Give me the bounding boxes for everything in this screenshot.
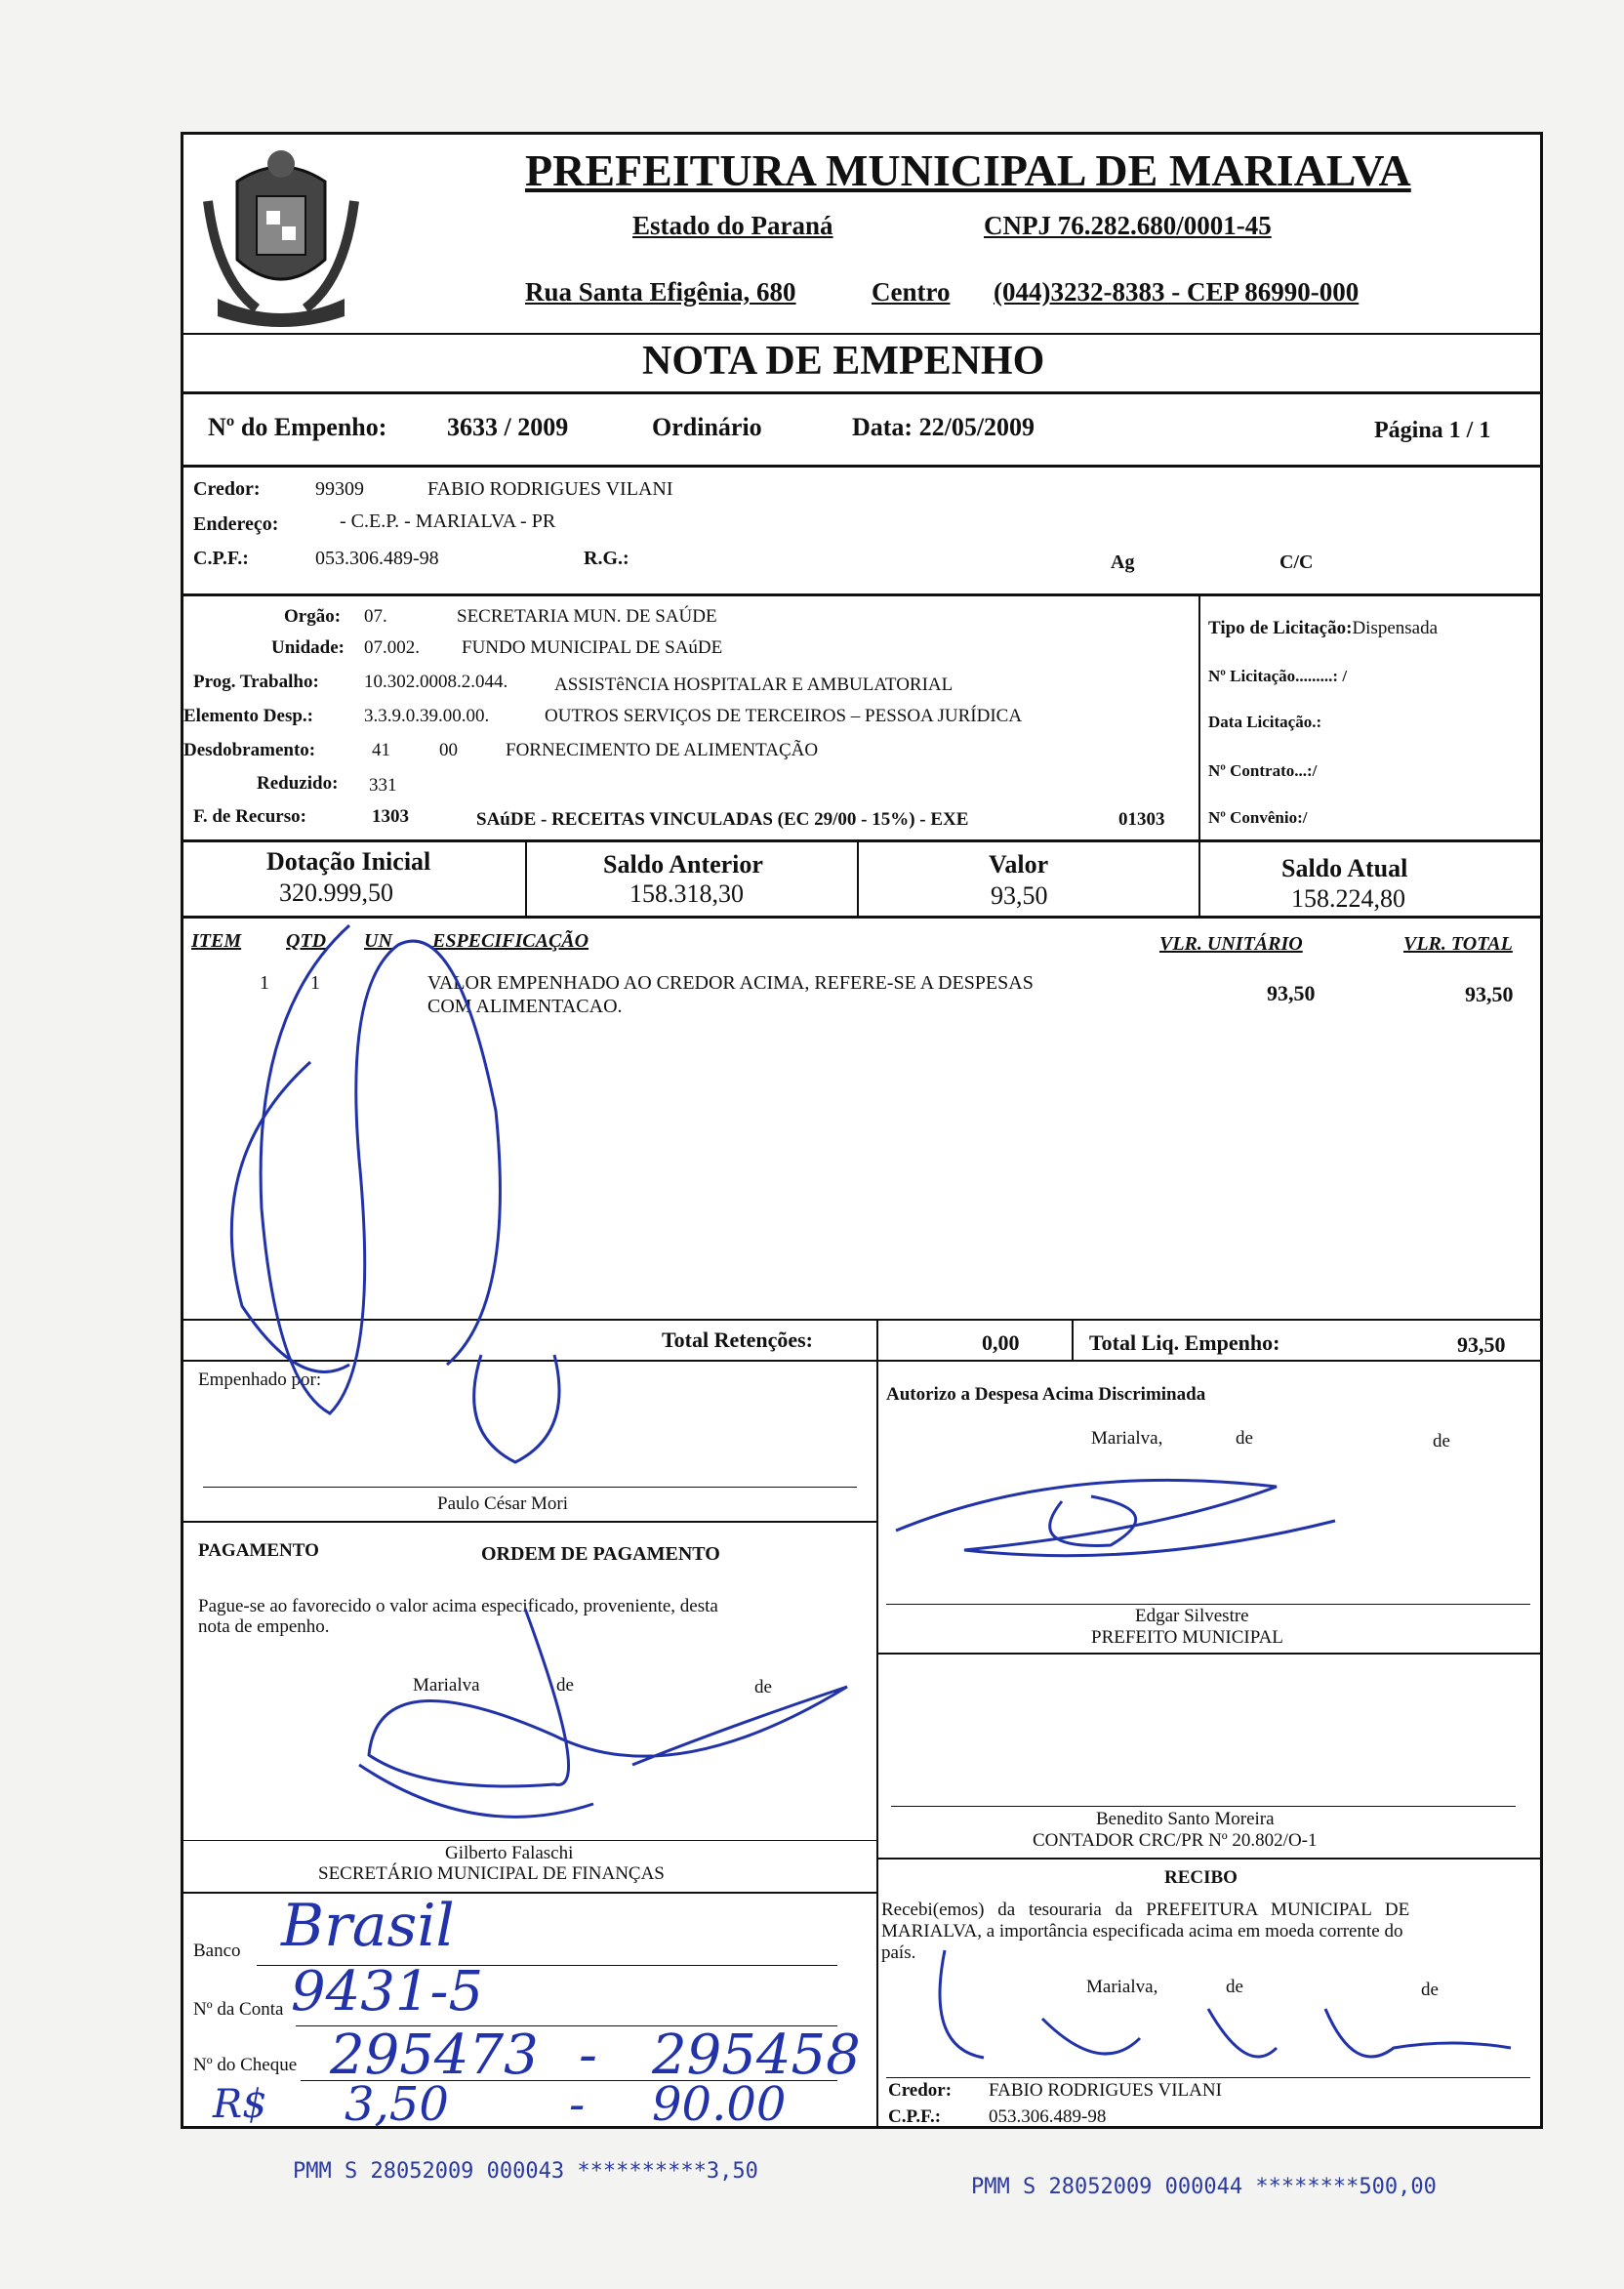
empenho-number: 3633 / 2009 <box>447 413 569 441</box>
elemento-code: 3.3.9.0.39.00.00. <box>364 706 490 726</box>
desdobramento-b: 00 <box>439 740 458 760</box>
rs-value-2: 90.00 <box>652 2077 787 2132</box>
col-un: UN <box>364 930 392 952</box>
reduzido-label: Reduzido: <box>257 773 339 794</box>
recurso-name: SAúDE - RECEITAS VINCULADAS (EC 29/00 - 15%) - EXE <box>476 809 969 830</box>
recibo-cpf-value: 053.306.489-98 <box>989 2106 1107 2127</box>
item-total-value: 93,50 <box>1465 982 1514 1006</box>
header-cnpj: CNPJ 76.282.680/0001-45 <box>984 211 1272 240</box>
credor-label: Credor: <box>193 478 261 500</box>
orgao-code: 07. <box>364 606 387 627</box>
unidade-code: 07.002. <box>364 637 420 658</box>
banco-label: Banco <box>193 1941 241 1961</box>
bank-stamp-left: PMM S 28052009 000043 **********3,50 <box>293 2159 758 2184</box>
endereco-value: - C.E.P. - MARIALVA - PR <box>340 511 556 532</box>
pagamento-de-1: de <box>556 1675 574 1696</box>
licitacao-tipo-label: Tipo de Licitação: <box>1208 618 1353 638</box>
header-state: Estado do Paraná <box>632 211 833 240</box>
item-number: 1 <box>260 972 269 994</box>
recibo-cpf-label: C.P.F.: <box>888 2106 942 2127</box>
page-number: Página 1 / 1 <box>1374 418 1491 443</box>
rg-label: R.G.: <box>584 548 629 569</box>
item-qtd: 1 <box>310 972 320 994</box>
recibo-de-2: de <box>1421 1980 1439 2000</box>
prog-code: 10.302.0008.2.044. <box>364 672 508 692</box>
dotacao-value: 320.999,50 <box>279 879 393 907</box>
elemento-label: Elemento Desp.: <box>183 706 313 726</box>
recibo-de-1: de <box>1226 1977 1243 1997</box>
reduzido-value: 331 <box>369 775 397 796</box>
cheque-dash: - <box>579 2023 597 2087</box>
header-address: Rua Santa Efigênia, 680 <box>525 277 796 307</box>
recurso-code2: 01303 <box>1118 809 1165 830</box>
licitacao-numero: Nº Licitação.........: / <box>1208 667 1348 685</box>
edgar-name: Edgar Silvestre <box>1135 1606 1249 1626</box>
pague-line1: Pague-se ao favorecido o valor acima especificado, proveniente, desta <box>198 1596 718 1616</box>
saldo-atual-label: Saldo Atual <box>1281 854 1408 882</box>
benedito-name: Benedito Santo Moreira <box>1096 1809 1275 1829</box>
liq-value: 93,50 <box>1457 1332 1506 1357</box>
cheque-handwritten-1: 295473 <box>330 2023 539 2087</box>
rs-value-1: 3,50 <box>345 2077 449 2132</box>
empenho-type: Ordinário <box>652 413 762 441</box>
saldo-anterior-label: Saldo Anterior <box>603 850 763 879</box>
retencoes-value: 0,00 <box>982 1330 1020 1355</box>
rs-handwritten: R$ <box>213 2082 267 2127</box>
ag-label: Ag <box>1111 552 1135 573</box>
col-qtd: QTD <box>286 930 327 952</box>
pagamento-label: PAGAMENTO <box>198 1540 319 1561</box>
saldo-atual-value: 158.224,80 <box>1291 884 1405 913</box>
paulo-name: Paulo César Mori <box>437 1493 569 1514</box>
autorizo-marialva: Marialva, <box>1091 1428 1163 1449</box>
empenho-date: Data: 22/05/2009 <box>852 413 1035 441</box>
item-spec-line1: VALOR EMPENHADO AO CREDOR ACIMA, REFERE-SE A DESPESAS <box>427 972 1034 994</box>
liq-label: Total Liq. Empenho: <box>1089 1330 1280 1355</box>
desdobramento-a: 41 <box>372 740 390 760</box>
cheque-label: Nº do Cheque <box>193 2055 298 2075</box>
col-item: ITEM <box>191 930 242 952</box>
recurso-label: F. de Recurso: <box>193 806 306 827</box>
empenho-form <box>181 132 1543 2132</box>
autorizo-de-2: de <box>1433 1431 1450 1451</box>
recurso-code: 1303 <box>372 806 409 827</box>
prefeito-title: PREFEITO MUNICIPAL <box>1091 1627 1283 1648</box>
valor-label: Valor <box>989 850 1049 879</box>
empenho-number-label: Nº do Empenho: <box>208 413 387 441</box>
signature-strokes <box>183 135 1540 2126</box>
bank-stamp-right: PMM S 28052009 000044 ********500,00 <box>971 2175 1437 2199</box>
col-vlr-total: VLR. TOTAL <box>1403 933 1513 955</box>
header-district: Centro <box>872 277 951 307</box>
dotacao-label: Dotação Inicial <box>266 847 431 876</box>
recibo-title: RECIBO <box>1164 1867 1238 1888</box>
prog-label: Prog. Trabalho: <box>193 672 319 692</box>
conta-label: Nº da Conta <box>193 1999 284 2020</box>
licitacao-convenio: Nº Convênio:/ <box>1208 808 1308 827</box>
cpf-value: 053.306.489-98 <box>315 548 439 569</box>
orgao-label: Orgão: <box>284 606 342 627</box>
orgao-name: SECRETARIA MUN. DE SAÚDE <box>457 606 717 627</box>
gilberto-name: Gilberto Falaschi <box>445 1843 574 1863</box>
rs-dash: - <box>569 2077 586 2132</box>
licitacao-contrato: Nº Contrato...:/ <box>1208 761 1318 780</box>
ordem-pagamento-label: ORDEM DE PAGAMENTO <box>481 1543 720 1565</box>
col-especificacao: ESPECIFICAÇÃO <box>432 930 589 952</box>
cpf-label: C.P.F.: <box>193 548 249 569</box>
header-phone-cep: (044)3232-8383 - CEP 86990-000 <box>994 277 1360 307</box>
desdobramento-label: Desdobramento: <box>183 740 316 760</box>
recibo-line1: Recebi(emos) da tesouraria da PREFEITURA MUNICIPAL DE <box>881 1900 1410 1920</box>
prog-name: ASSISTêNCIA HOSPITALAR E AMBULATORIAL <box>554 674 954 695</box>
endereco-label: Endereço: <box>193 513 279 535</box>
valor-value: 93,50 <box>991 881 1048 910</box>
cheque-handwritten-2: 295458 <box>652 2023 861 2087</box>
recibo-credor-label: Credor: <box>888 2080 953 2101</box>
credor-code: 99309 <box>315 478 364 500</box>
item-spec-line2: COM ALIMENTACAO. <box>427 996 623 1017</box>
retencoes-label: Total Retenções: <box>662 1328 813 1352</box>
contador-title: CONTADOR CRC/PR Nº 20.802/O-1 <box>1033 1830 1318 1851</box>
conta-handwritten: 9431-5 <box>291 1960 484 2023</box>
recibo-line3: país. <box>881 1942 916 1963</box>
desdobramento-name: FORNECIMENTO DE ALIMENTAÇÃO <box>506 740 819 760</box>
credor-name: FABIO RODRIGUES VILANI <box>427 478 673 500</box>
cc-label: C/C <box>1279 552 1314 573</box>
pague-line2: nota de empenho. <box>198 1616 330 1637</box>
item-unit-value: 93,50 <box>1267 981 1316 1005</box>
document-title: NOTA DE EMPENHO <box>642 339 1045 384</box>
recibo-marialva: Marialva, <box>1086 1977 1158 1997</box>
unidade-label: Unidade: <box>271 637 345 658</box>
recibo-line2: MARIALVA, a importância especificada acima em moeda corrente do <box>881 1921 1403 1942</box>
licitacao-tipo-value: Dispensada <box>1352 618 1439 638</box>
col-vlr-unitario: VLR. UNITÁRIO <box>1159 933 1303 955</box>
saldo-anterior-value: 158.318,30 <box>629 879 744 908</box>
pagamento-marialva: Marialva <box>413 1675 480 1696</box>
unidade-name: FUNDO MUNICIPAL DE SAúDE <box>462 637 723 658</box>
recibo-credor-name: FABIO RODRIGUES VILANI <box>989 2080 1222 2101</box>
empenhado-por-label: Empenhado por: <box>198 1369 322 1390</box>
secretario-title: SECRETÁRIO MUNICIPAL DE FINANÇAS <box>318 1863 665 1884</box>
elemento-name: OUTROS SERVIÇOS DE TERCEIROS – PESSOA JURÍDICA <box>545 706 1023 726</box>
header-title: PREFEITURA MUNICIPAL DE MARIALVA <box>525 145 1411 195</box>
banco-handwritten: Brasil <box>281 1892 455 1960</box>
licitacao-data: Data Licitação.: <box>1208 713 1322 731</box>
autorizo-label: Autorizo a Despesa Acima Discriminada <box>886 1384 1206 1405</box>
autorizo-de-1: de <box>1236 1428 1253 1449</box>
pagamento-de-2: de <box>754 1677 772 1697</box>
